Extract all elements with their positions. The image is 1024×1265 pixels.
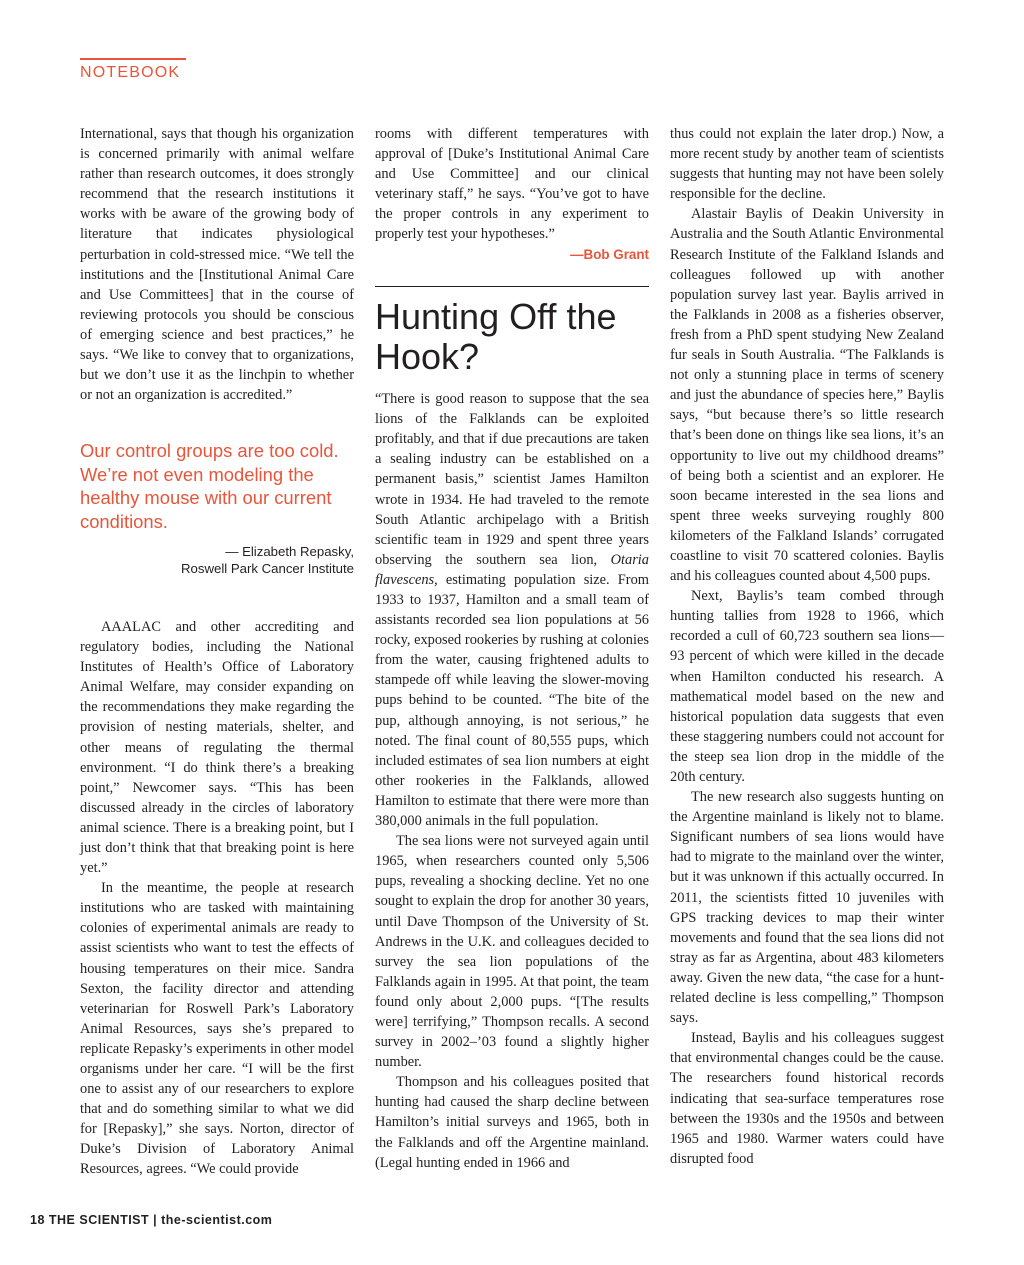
body-paragraph: thus could not explain the later drop.) Now, a more recent study by another team of scientists suggests that hunting may not have been solely responsible for the decline. [670, 126, 944, 203]
body-paragraph: The sea lions were not surveyed again until 1965, when researchers counted only 5,506 pups, revealing a shocking decline. Yet no one sought to explain the drop for another 30 years, until Dave Thompson of the University of St. Andrews in the U.K. and colleagues decided to survey the sea lion populations of the Falklands again in 1995. At that point, the team found only about 2,000 pups. “[The results were] terrifying,” Thompson recalls. A second survey in 2002–’03 found a slightly higher number. [375, 833, 649, 1071]
text-run: , estimating population size. From 1933 to 1937, Hamilton and a small team of assistants recorded sea lion populations at 56 rocky, exposed rookeries by rushing at colonies from the water, causing frightened adults to stampede off while leaving the slower-moving pups behind to be counted. “The bite of the pup, although annoying, is not serious,” he noted. The final count of 80,555 pups, which included estimates of sea lion numbers at eight other rookeries in the Falklands, allowed Hamilton to estimate that there were more than 380,000 animals in the full population. [375, 571, 649, 830]
page-number: 18 [30, 1213, 45, 1227]
attribution-affiliation: Roswell Park Cancer Institute [181, 560, 354, 576]
pull-quote-attribution [80, 543, 354, 577]
body-paragraph [375, 389, 649, 831]
pull-quote: Our control groups are too cold. We’re not even modeling the healthy mouse with our current conditions. [80, 440, 339, 532]
body-paragraph: Thompson and his colleagues posited that hunting had caused the sharp decline between Hamilton’s initial surveys and 1965, both in the Falklands and off the Argentine mainland. (Legal hunting ended in 1966 and [375, 1074, 649, 1171]
body-paragraph: Alastair Baylis of Deakin University in Australia and the South Atlantic Environmental Research Institute of the Falkland Islands and colleagues followed up with another population survey last year. Baylis arrived in the Falklands in 2008 as a fisheries observer, fresh from a PhD spent studying New Zealand fur seals in South Australia. “The Falklands is not only a stunning place in terms of scenery and just the abundance of species here,” Baylis says, “but because there’s so little research that’s been done on things like sea lions, it’s an opportunity to live out my childhood dreams” of being both a scientist and an explorer. He soon became interested in the sea lions and spent three weeks surveying roughly 800 kilometers of the Falkland Islands’ corrugated coastline to visit 70 scattered colonies. Baylis and his colleagues counted about 4,500 pups. [670, 206, 944, 585]
species-name: Otaria flavescens [375, 551, 649, 588]
column-2 [375, 124, 649, 1173]
publication-name: THE SCIENTIST [48, 1213, 150, 1227]
footer-separator: | [153, 1213, 158, 1227]
byline: —Bob Grant [570, 246, 649, 262]
column-1 [80, 124, 354, 1180]
body-paragraph: rooms with different temperatures with approval of [Duke’s Institutional Animal Care and Use Committee] and our clinical veterinary staff,” he says. “You’ve got to have the proper controls in any experiment to properly test your hypotheses.” [375, 126, 649, 243]
article-headline: Hunting Off the Hook? [375, 296, 617, 378]
column-3 [670, 124, 944, 1169]
attribution-name: — Elizabeth Repasky, [225, 543, 354, 559]
body-paragraph: Instead, Baylis and his colleagues suggest that environmental changes could be the cause. The researchers found historical records indicating that sea-surface temperatures rose between the 1930s and the 1950s and between 1965 and 1980. Warmer waters could have disrupted food [670, 1030, 944, 1167]
text-run: “There is good reason to suppose that the sea lions of the Falklands can be exploited profitably, and that if due precautions are taken a sealing industry can be established on a permanent basis,” scientist James Hamilton wrote in 1934. He had traveled to the remote South Atlantic archipelago with a British scientific team in 1929 and spent three years observing the southern sea lion, [375, 391, 649, 568]
body-paragraph: In the meantime, the people at research institutions who are tasked with maintaining colonies of experimental animals are ready to assist scientists who want to test the effects of housing temperatures on their mice. Sandra Sexton, the facility director and attending veterinarian for Roswell Park’s Laboratory Animal Resources, says she’s prepared to replicate Repasky’s experiments in other model organisms under her care. “I will be the first one to assist any of our researchers to explore that and do something similar to what we did for [Repasky],” she says. Norton, director of Duke’s Division of Laboratory Animal Resources, agrees. “We could provide [80, 880, 354, 1178]
body-paragraph: Next, Baylis’s team combed through hunting tallies from 1928 to 1966, which recorded a cull of 60,723 southern sea lions—93 percent of which were killed in the decade when Hamilton conducted his research. A mathematical model based on the new and historical population data suggests that even these staggering numbers could not account for the steep sea lion drop in the middle of the 20th century. [670, 588, 944, 785]
body-paragraph: International, says that though his organization is concerned primarily with animal welfare rather than research outcomes, it does strongly recommend that the research institutions it works with be aware of the growing body of literature that indicates physiological perturbation in cold-stressed mice. “We tell the institutions and the [Institutional Animal Care and Use Committees] that in the course of reviewing protocols you should be conscious of emerging science and best practices,” he says. “We like to convey that to organizations, but we don’t use it as the linchpin to whether or not an organization is accredited.” [80, 126, 354, 404]
section-label: NOTEBOOK [80, 64, 181, 81]
website-link[interactable]: the-scientist.com [161, 1213, 273, 1227]
page-footer [30, 1213, 272, 1227]
body-paragraph: AAALAC and other accrediting and regulatory bodies, including the National Institutes of Health’s Office of Laboratory Animal Welfare, may consider expanding on the recommendations they make regarding the provision of nesting materials, shelter, and other means of regulating the thermal environment. “I do think there’s a breaking point,” Newcomer says. “This has been discussed already in the circles of laboratory animal science. There is a breaking point, but I just don’t think that that breaking point is here yet.” [80, 618, 354, 877]
article-divider [375, 286, 649, 288]
section-rule [80, 58, 186, 60]
body-paragraph: The new research also suggests hunting on the Argentine mainland is likely not to blame. Significant numbers of sea lions would have had to migrate to the mainland over the winter, but it was unknown if this actually occurred. In 2011, the scientists fitted 10 juveniles with GPS tracking devices to map their winter movements and found that the sea lions did not stray as far as Argentina, about 483 kilometers away. Given the new data, “the case for a hunt-related decline is less compelling,” Thompson says. [670, 789, 944, 1027]
